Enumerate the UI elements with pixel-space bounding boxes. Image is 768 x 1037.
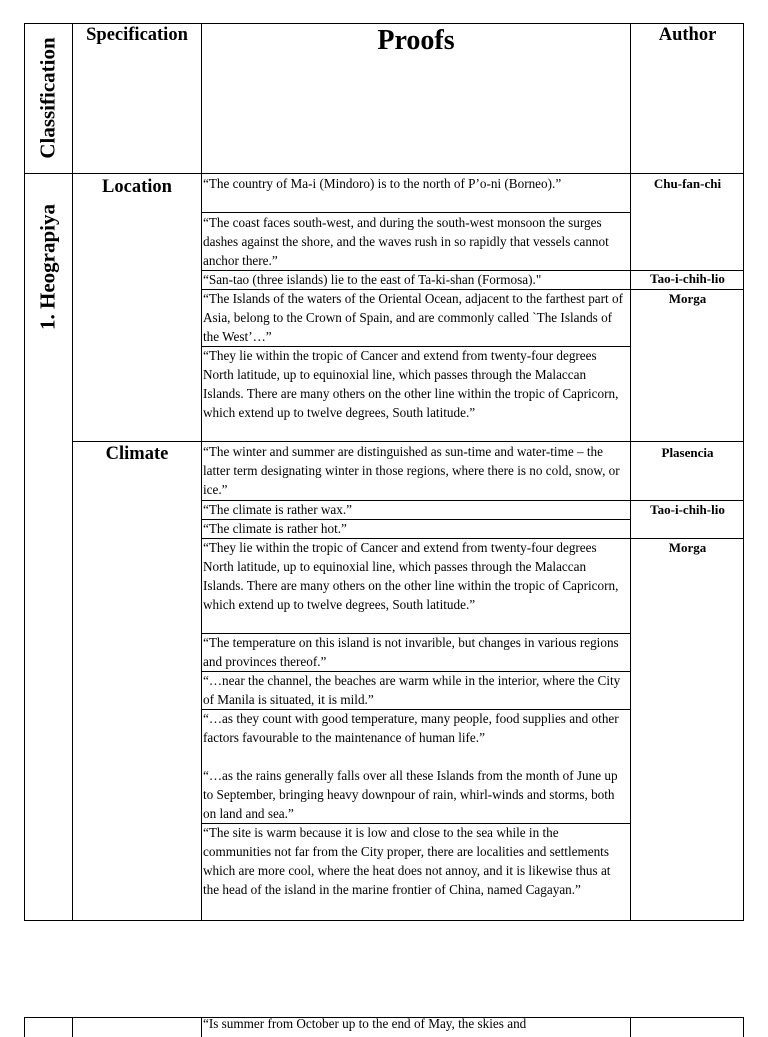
col-divider-5 [743,1017,744,1037]
proof-cell: “…as the rains generally falls over all these Islands from the month of June up to September, bringing heavy downpour of rain, whirl-winds and storms, both on land and sea.” [203,768,618,821]
col-divider-2 [72,1017,73,1037]
author-divider [630,500,744,501]
proof-cell: “…near the channel, the beaches are warm while in the interior, where the City of Manila is situated, it is mild.” [203,673,621,707]
proof-cell: “The climate is rather wax.” [203,502,353,517]
proof-cell: “San-tao (three islands) lie to the east of Ta-ki-shan (Formosa)." [203,272,542,287]
classification-value: 1. Heograpiya [35,204,60,330]
author-cell: Morga [668,291,707,306]
author-cell: Tao-i-chih-lio [650,502,725,517]
header-author: Author [658,25,717,45]
col-divider-3 [630,23,631,921]
proof-cell: “They lie within the tropic of Cancer and extend from twenty-four degrees North latitude, up to equinoxial line, which passes through the Malaccan Islands. There are many others on the other line within the tropic of Capricorn, which extend up to twelve degrees, South latitude.” [203,540,619,612]
header-specification: Specification [86,25,188,45]
author-divider [630,538,744,539]
proof-cell: “The temperature on this island is not invarible, but changes in various regions and provinces thereof.” [203,635,619,669]
spec-climate: Climate [105,444,169,464]
proof-cell: “They lie within the tropic of Cancer and extend from twenty-four degrees North latitude, up to equinoxial line, which passes through the Malaccan Islands. There are many others on the other line within the tropic of Capricorn, which extend up to twelve degrees, South latitude.” [203,348,619,420]
proof-cell: “The country of Ma-i (Mindoro) is to the north of P’o-ni (Borneo).” [203,176,562,191]
author-cell: Chu-fan-chi [653,176,722,191]
author-cell: Morga [668,540,707,555]
spec-location: Location [102,177,172,197]
proof-cell: “The coast faces south-west, and during the south-west monsoon the surges dashes against the shore, and the waves rush in so rapidly that vessels cannot anchor there.” [203,215,609,268]
proof-cell: “The site is warm because it is low and close to the sea while in the communities not far from the City proper, there are localities and settlements which are more cool, where the heat does not annoy, and it is likewise thus at the head of the island in the marine frontier of China, named Cagayan.” [203,825,611,897]
author-divider [630,289,744,290]
author-cell: Tao-i-chih-lio [650,271,725,286]
next-page-proof-cell: “Is summer from October up to the end of May, the skies and [203,1016,527,1031]
header-classification: Classification [35,37,60,159]
col-divider-4 [630,1017,631,1037]
header-proofs: Proofs [377,25,455,56]
col-divider-1 [24,1017,25,1037]
author-cell: Plasencia [661,445,714,460]
proof-cell: “The climate is rather hot.” [203,521,347,536]
proof-cell: “The Islands of the waters of the Oriental Ocean, adjacent to the farthest part of Asia, belong to the Crown of Spain, and are commonly called `The Islands of the West’…” [203,291,623,344]
proof-cell: “…as they count with good temperature, many people, food supplies and other factors favourable to the maintenance of human life.” [203,711,619,745]
next-page-table-top [24,1017,744,1037]
proofs-table [24,23,744,921]
proof-cell: “The winter and summer are distinguished as sun-time and water-time – the latter term designating winter in those regions, where there is no cold, snow, or ice.” [203,444,620,497]
col-divider-1 [72,23,73,921]
